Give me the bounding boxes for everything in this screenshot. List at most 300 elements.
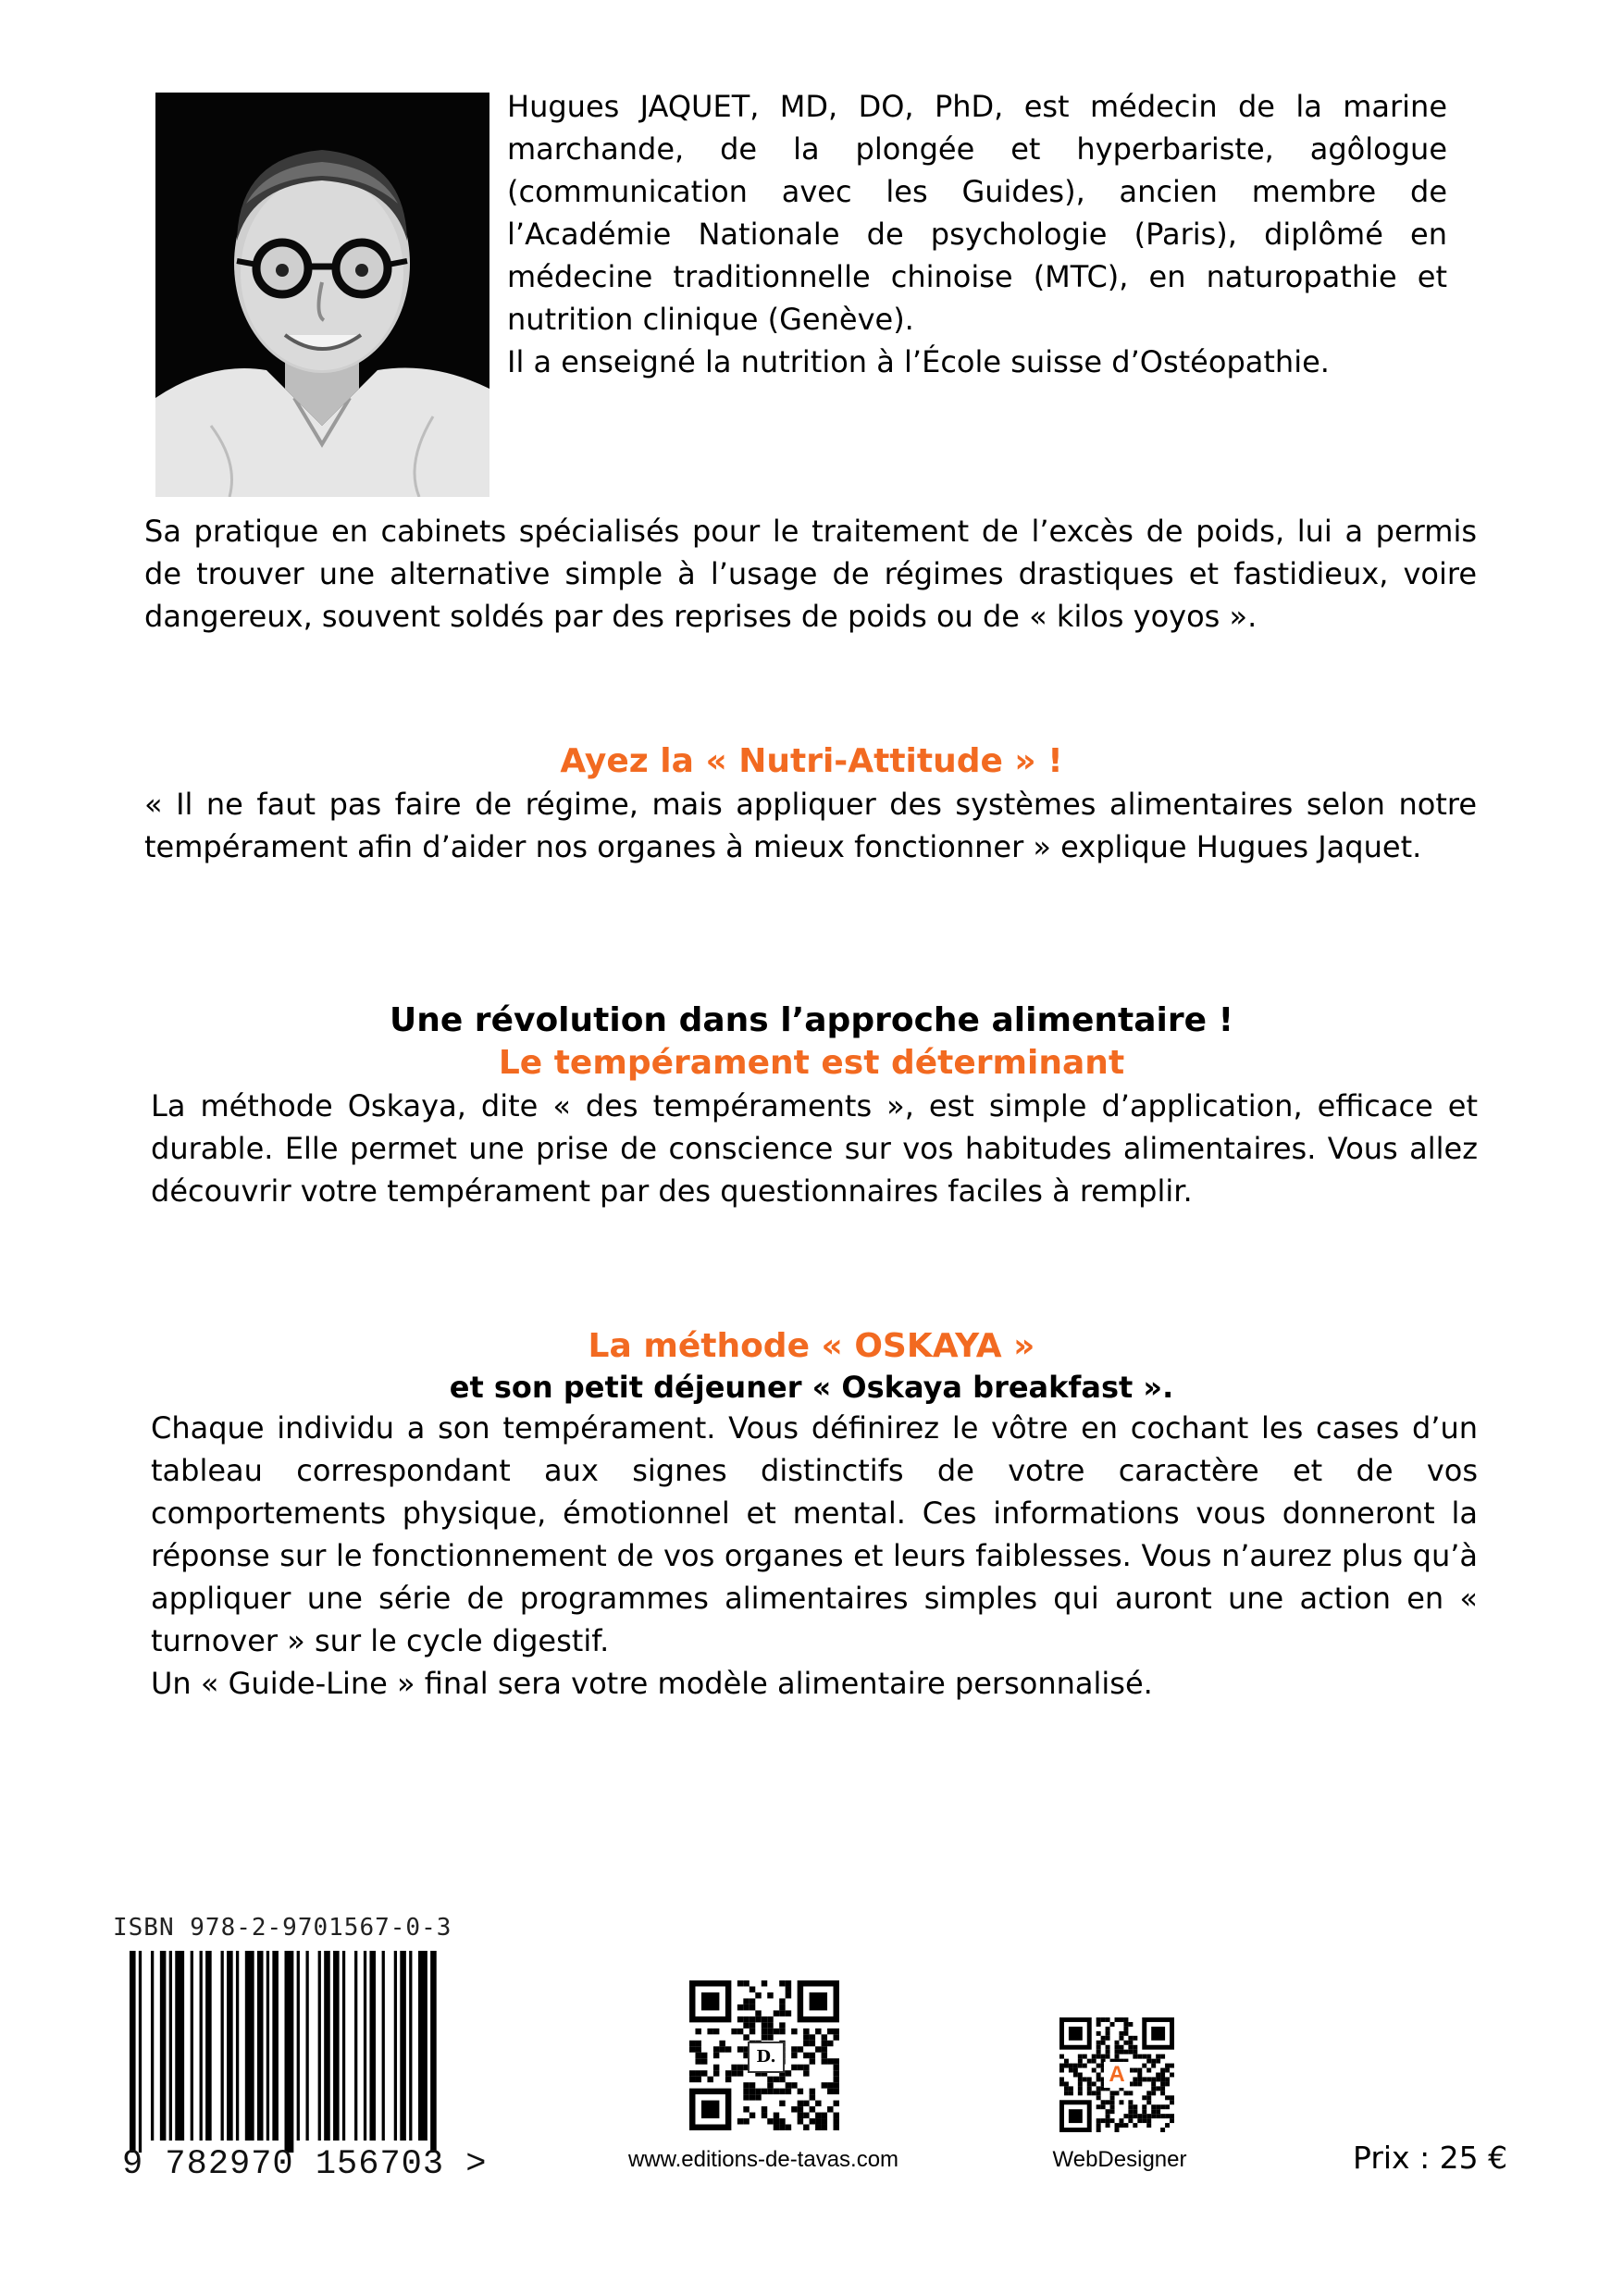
qr-module: [779, 2010, 785, 2016]
barcode-bar: [354, 1951, 357, 2141]
qr-module: [1123, 2114, 1128, 2118]
qr-module: [1133, 2036, 1137, 2041]
website-link[interactable]: www.editions-de-tavas.com: [627, 2147, 899, 2172]
qr-module: [779, 2118, 785, 2124]
barcode-bar: [369, 1951, 376, 2141]
qr-module: [810, 2106, 815, 2112]
qr-module: [1119, 2045, 1123, 2050]
qr-module: [1156, 2104, 1160, 2109]
qr-module: [1151, 2077, 1156, 2081]
qr-module: [689, 2041, 695, 2046]
qr-module: [1119, 2100, 1123, 2104]
qr-module: [737, 2004, 743, 2010]
qr-module: [737, 1980, 743, 1986]
qr-module: [737, 2017, 743, 2022]
qr-module: [689, 2070, 695, 2076]
qr-module: [786, 2082, 791, 2088]
qr-module: [834, 2125, 839, 2130]
qr-module: [1133, 2050, 1137, 2054]
oskaya-heading: La méthode « OSKAYA »: [588, 1327, 1035, 1365]
qr-module: [1092, 2081, 1096, 2086]
qr-module: [1069, 2068, 1073, 2073]
qr-module: [1170, 2100, 1174, 2104]
qr-module: [1137, 2073, 1142, 2078]
qr-module: [1059, 2054, 1064, 2059]
qr-module: [755, 2010, 761, 2016]
qr-module: [1128, 2109, 1133, 2114]
qr-module: [834, 2029, 839, 2034]
barcode-bar: [191, 1951, 193, 2141]
qr-module: [767, 2017, 773, 2022]
qr-module: [779, 2089, 785, 2094]
qr-module: [1115, 2091, 1120, 2095]
revolution-paragraph: La méthode Oskaya, dite « des tempéraments », est simple d’application, efficace et durable. Elle permet une prise de conscience sur vos habitudes alimentaires. Vous allez découvrir votre tempérament par des questionnaires faciles à remplir.: [151, 1088, 1478, 1209]
qr-module: [1078, 2081, 1083, 2086]
qr-module: [1123, 2031, 1128, 2036]
qr-module: [1133, 2045, 1137, 2050]
qr-module: [1092, 2068, 1096, 2073]
qr-module: [1101, 2054, 1106, 2059]
nutri-attitude-quote: « Il ne faut pas faire de régime, mais appliquer des systèmes alimentaires selon notre tempérament afin d’aider nos organes à mieux fonctionner » explique Hugues Jaquet.: [144, 787, 1477, 864]
qr-module: [1115, 2041, 1120, 2045]
qr-module: [1110, 2118, 1115, 2123]
qr-module: [1146, 2077, 1151, 2081]
qr-module: [1101, 2017, 1106, 2022]
qr-module: [798, 2089, 803, 2094]
qr-module: [1146, 2091, 1151, 2095]
qr-module: [1119, 2036, 1123, 2041]
qr-module: [743, 2106, 749, 2112]
qr-module: [834, 2070, 839, 2076]
qr-module: [822, 2058, 827, 2064]
qr-module: [743, 2022, 749, 2028]
qr-module: [743, 2118, 749, 2124]
qr-module: [827, 2082, 833, 2088]
qr-module: [1160, 2054, 1165, 2059]
qr-module: [1106, 2050, 1110, 2054]
qr-module: [1083, 2054, 1087, 2059]
qr-module: [834, 2077, 839, 2082]
qr-module: [1073, 2068, 1078, 2073]
practice-paragraph: Sa pratique en cabinets spécialisés pour le traitement de l’excès de poids, lui a permis de trouver une alternative simple à l’usage de régimes drastiques et fastidieux, voire dangereux, souvent soldés par des reprises de poids ou de « kilos yoyos ».: [144, 514, 1477, 634]
qr-module: [1146, 2095, 1151, 2100]
barcode-bar: [221, 1951, 224, 2141]
barcode-bar: [430, 1951, 437, 2153]
qr-module: [1101, 2036, 1106, 2041]
qr-module: [1078, 2086, 1083, 2091]
qr-module: [834, 2058, 839, 2064]
qr-module: [762, 2106, 767, 2112]
qr-module: [750, 2004, 755, 2010]
qr-module: [1059, 2064, 1064, 2068]
qr-module: [767, 2118, 773, 2124]
qr-module: [1115, 2017, 1120, 2022]
qr-module: [1064, 2086, 1069, 2091]
qr-module: [1087, 2077, 1092, 2081]
qr-module: [1137, 2068, 1142, 2073]
barcode-bar: [297, 1951, 300, 2141]
qr-module: [743, 2017, 749, 2022]
barcode-bar: [418, 1951, 427, 2141]
qr-module: [1096, 2054, 1101, 2059]
qr-module: [1156, 2073, 1160, 2078]
qr-module: [1087, 2091, 1092, 2095]
qr-module: [803, 2101, 809, 2106]
qr-module: [1165, 2077, 1170, 2081]
qr-module: [1146, 2100, 1151, 2104]
qr-module: [750, 2113, 755, 2118]
qr-module: [1165, 2068, 1170, 2073]
qr-module: [1101, 2104, 1106, 2109]
qr-module: [1073, 2073, 1078, 2078]
qr-module: [774, 2077, 779, 2082]
qr-module: [1064, 2081, 1069, 2086]
qr-module: [834, 2082, 839, 2088]
qr-module: [1119, 2031, 1123, 2036]
barcode-bar: [160, 1951, 167, 2141]
qr-module: [774, 2113, 779, 2118]
qr-module: [767, 2089, 773, 2094]
qr-module: [1096, 2123, 1101, 2128]
qr-module: [767, 1992, 773, 1998]
qr-module: [1170, 2095, 1174, 2100]
qr-module: [1110, 2100, 1115, 2104]
qr-module: [834, 2118, 839, 2124]
qr-module: [1137, 2114, 1142, 2118]
qr-module: [791, 2053, 797, 2058]
qr-module: [1096, 2017, 1101, 2022]
qr-module: [1096, 2104, 1101, 2109]
barcode-bar: [169, 1951, 172, 2141]
qr-module: [1146, 2054, 1151, 2059]
qr-module: [1146, 2123, 1151, 2128]
qr-module: [1133, 2109, 1137, 2114]
qr-module: [1156, 2109, 1160, 2114]
qr-finder: [1151, 2027, 1165, 2041]
qr-module: [791, 2082, 797, 2088]
qr-module: [798, 2113, 803, 2118]
qr-module: [707, 2077, 712, 2082]
qr-module: [1115, 2050, 1120, 2054]
qr-module: [1106, 2109, 1110, 2114]
qr-module: [750, 2089, 755, 2094]
qr-module: [803, 2065, 809, 2070]
qr-module: [707, 2029, 712, 2034]
qr-module: [1115, 2045, 1120, 2050]
qr-module: [1146, 2068, 1151, 2073]
qr-module: [1133, 2123, 1137, 2128]
qr-module: [810, 2118, 815, 2124]
qr-module: [1092, 2091, 1096, 2095]
qr-module: [1165, 2064, 1170, 2068]
qr-module: [1160, 2091, 1165, 2095]
webdesigner-label: WebDesigner: [1052, 2147, 1187, 2172]
qr-code-editions[interactable]: [689, 1980, 839, 2130]
qr-module: [1142, 2114, 1146, 2118]
qr-module: [767, 2077, 773, 2082]
qr-module: [1101, 2118, 1106, 2123]
qr-module: [1156, 2059, 1160, 2064]
qr-module: [713, 2029, 719, 2034]
qr-module: [786, 2125, 791, 2130]
qr-module: [1165, 2095, 1170, 2100]
qr-module: [731, 2029, 737, 2034]
qr-module: [803, 2041, 809, 2046]
qr-module: [1151, 2081, 1156, 2086]
qr-module: [1165, 2123, 1170, 2128]
qr-module: [822, 2113, 827, 2118]
qr-module: [1096, 2077, 1101, 2081]
qr-module: [774, 2118, 779, 2124]
qr-module: [1170, 2114, 1174, 2118]
qr-module: [1106, 2054, 1110, 2059]
qr-module: [815, 2046, 821, 2052]
qr-module: [743, 2082, 749, 2088]
qr-module: [1096, 2073, 1101, 2078]
qr-module: [737, 2029, 743, 2034]
qr-module: [701, 2053, 707, 2058]
qr-module: [822, 2041, 827, 2046]
qr-module: [786, 1980, 791, 1986]
qr-module: [737, 2118, 743, 2124]
qr-module: [1123, 2041, 1128, 2045]
qr-module: [750, 2094, 755, 2100]
qr-module: [803, 2029, 809, 2034]
qr-module: [1064, 2064, 1069, 2068]
barcode-bar: [175, 1951, 184, 2141]
qr-finder: [810, 1992, 827, 2010]
qr-module: [1106, 2027, 1110, 2031]
qr-module: [1096, 2022, 1101, 2027]
qr-module: [713, 2046, 719, 2052]
barcode-bar: [266, 1951, 269, 2141]
qr-module: [1069, 2064, 1073, 2068]
qr-module: [767, 2082, 773, 2088]
qr-module: [786, 2070, 791, 2076]
qr-module: [786, 2089, 791, 2094]
qr-module: [1096, 2095, 1101, 2100]
qr-module: [834, 2034, 839, 2040]
qr-module: [803, 2125, 809, 2130]
qr-module: [1083, 2064, 1087, 2068]
qr-module: [1128, 2114, 1133, 2118]
qr-module: [1128, 2100, 1133, 2104]
qr-module: [1160, 2068, 1165, 2073]
qr-module: [1106, 2114, 1110, 2118]
qr-module: [1170, 2118, 1174, 2123]
qr-module: [1165, 2114, 1170, 2118]
qr-module: [1133, 2114, 1137, 2118]
qr-module: [791, 2065, 797, 2070]
qr-module: [1078, 2091, 1083, 2095]
qr-module: [1142, 2054, 1146, 2059]
qr-module: [762, 2022, 767, 2028]
qr-module: [1119, 2017, 1123, 2022]
qr-module: [1106, 2100, 1110, 2104]
editions-logo: D.: [748, 2042, 785, 2073]
qr-module: [1151, 2114, 1156, 2118]
qr-module: [743, 2034, 749, 2040]
barcode-bar: [257, 1951, 264, 2141]
qr-module: [1123, 2027, 1128, 2031]
qr-module: [779, 2125, 785, 2130]
qr-module: [1146, 2118, 1151, 2123]
qr-module: [762, 1980, 767, 1986]
qr-module: [1137, 2054, 1142, 2059]
qr-module: [1151, 2091, 1156, 2095]
qr-code-webdesigner[interactable]: [1059, 2017, 1174, 2132]
qr-module: [834, 2101, 839, 2106]
qr-module: [1128, 2022, 1133, 2027]
qr-module: [731, 2065, 737, 2070]
oskaya-paragraph: [151, 1407, 1478, 1705]
qr-module: [1137, 2077, 1142, 2081]
qr-module: [815, 2101, 821, 2106]
qr-module: [1096, 2064, 1101, 2068]
qr-module: [1110, 2104, 1115, 2109]
author-bio: [507, 85, 1447, 383]
author-bio-text: Hugues JAQUET, MD, DO, PhD, est médecin de la marine marchande, de la plongée et hyperbariste, agôlogue (communication avec les Guides), ancien membre de l’Académie Nationale de psychologie (Paris), diplômé en médecine traditionnelle chinoise (MTC), en naturopathie et nutrition clinique (Genève).: [507, 89, 1447, 337]
qr-module: [695, 2070, 700, 2076]
qr-module: [1096, 2031, 1101, 2036]
qr-module: [1106, 2031, 1110, 2036]
qr-module: [786, 1992, 791, 1998]
barcode-bar: [139, 1951, 142, 2153]
qr-module: [1110, 2022, 1115, 2027]
qr-module: [1151, 2086, 1156, 2091]
barcode-bar: [342, 1951, 345, 2141]
barcode-icon: [130, 1951, 440, 2153]
qr-module: [1142, 2095, 1146, 2100]
qr-module: [774, 2089, 779, 2094]
qr-module: [1128, 2118, 1133, 2123]
qr-finder: [1069, 2109, 1083, 2123]
qr-module: [713, 2070, 719, 2076]
oskaya-body-text: Chaque individu a son tempérament. Vous définirez le vôtre en cochant les cases d’un tableau correspondant aux signes distinctifs de votre caractère et de vos comportements physique, émotionnel et mental. Ces informations vous donneront la réponse sur le fonctionnement de vos organes et leurs faiblesses. Vous n’aurez plus qu’à appliquer une série de programmes alimentaires simples qui auront une action en « turnover » sur le cycle digestif.: [151, 1410, 1478, 1658]
qr-module: [1087, 2086, 1092, 2091]
qr-module: [695, 2077, 700, 2082]
qr-module: [774, 2010, 779, 2016]
qr-module: [755, 2017, 761, 2022]
qr-module: [1151, 2059, 1156, 2064]
qr-module: [1115, 2123, 1120, 2128]
qr-module: [1137, 2081, 1142, 2086]
qr-module: [1115, 2128, 1120, 2132]
qr-module: [743, 2094, 749, 2100]
qr-module: [1083, 2077, 1087, 2081]
qr-module: [827, 2058, 833, 2064]
qr-module: [737, 2065, 743, 2070]
qr-module: [743, 1998, 749, 2004]
qr-module: [827, 2089, 833, 2094]
barcode-bar: [272, 1951, 279, 2141]
qr-module: [1123, 2017, 1128, 2022]
barcode-bar: [245, 1951, 254, 2141]
qr-module: [762, 2034, 767, 2040]
qr-module: [822, 2053, 827, 2058]
barcode-bar: [130, 1951, 136, 2153]
qr-module: [815, 2118, 821, 2124]
qr-module: [1133, 2068, 1137, 2073]
qr-module: [798, 2106, 803, 2112]
barcode-bar: [305, 1951, 308, 2141]
qr-module: [762, 2017, 767, 2022]
qr-module: [719, 2046, 725, 2052]
qr-module: [1123, 2091, 1128, 2095]
qr-module: [695, 2053, 700, 2058]
qr-module: [1146, 2114, 1151, 2118]
qr-module: [798, 2118, 803, 2124]
qr-module: [1128, 2104, 1133, 2109]
qr-module: [1128, 2050, 1133, 2054]
qr-module: [1142, 2109, 1146, 2114]
qr-module: [1160, 2077, 1165, 2081]
barcode-bar: [318, 1951, 321, 2141]
barcode-bar: [236, 1951, 239, 2141]
qr-module: [1151, 2109, 1156, 2114]
qr-module: [1156, 2054, 1160, 2059]
qr-module: [1110, 2109, 1115, 2114]
qr-module: [1073, 2064, 1078, 2068]
qr-module: [725, 2046, 731, 2052]
qr-module: [1142, 2064, 1146, 2068]
qr-module: [779, 2101, 785, 2106]
qr-module: [1106, 2045, 1110, 2050]
qr-module: [1106, 2118, 1110, 2123]
qr-module: [779, 2004, 785, 2010]
qr-module: [1133, 2077, 1137, 2081]
qr-module: [755, 1992, 761, 1998]
qr-module: [815, 2125, 821, 2130]
qr-module: [1096, 2128, 1101, 2132]
qr-module: [1151, 2104, 1156, 2109]
qr-module: [779, 2029, 785, 2034]
qr-module: [767, 2022, 773, 2028]
qr-module: [827, 2029, 833, 2034]
qr-module: [1156, 2086, 1160, 2091]
qr-module: [755, 2094, 761, 2100]
qr-module: [791, 2029, 797, 2034]
qr-module: [1160, 2128, 1165, 2132]
qr-module: [1096, 2041, 1101, 2045]
qr-module: [1146, 2059, 1151, 2064]
qr-module: [827, 2106, 833, 2112]
qr-module: [695, 2041, 700, 2046]
author-teaching-text: Il a enseigné la nutrition à l’École suisse d’Ostéopathie.: [507, 344, 1330, 379]
qr-module: [1059, 2077, 1064, 2081]
qr-module: [725, 2077, 731, 2082]
qr-module: [701, 2070, 707, 2076]
qr-module: [810, 2041, 815, 2046]
qr-module: [774, 2029, 779, 2034]
qr-module: [798, 2046, 803, 2052]
qr-module: [713, 2065, 719, 2070]
qr-module: [1096, 2050, 1101, 2054]
qr-module: [798, 2101, 803, 2106]
qr-module: [1087, 2059, 1092, 2064]
qr-module: [786, 2010, 791, 2016]
qr-module: [737, 2046, 743, 2052]
barcode-bar: [394, 1951, 397, 2141]
qr-module: [803, 2053, 809, 2058]
barcode-bar: [409, 1951, 412, 2141]
qr-module: [822, 2125, 827, 2130]
qr-module: [1096, 2091, 1101, 2095]
qr-module: [822, 2046, 827, 2052]
qr-module: [1064, 2091, 1069, 2095]
qr-module: [779, 1980, 785, 1986]
qr-module: [822, 2034, 827, 2040]
